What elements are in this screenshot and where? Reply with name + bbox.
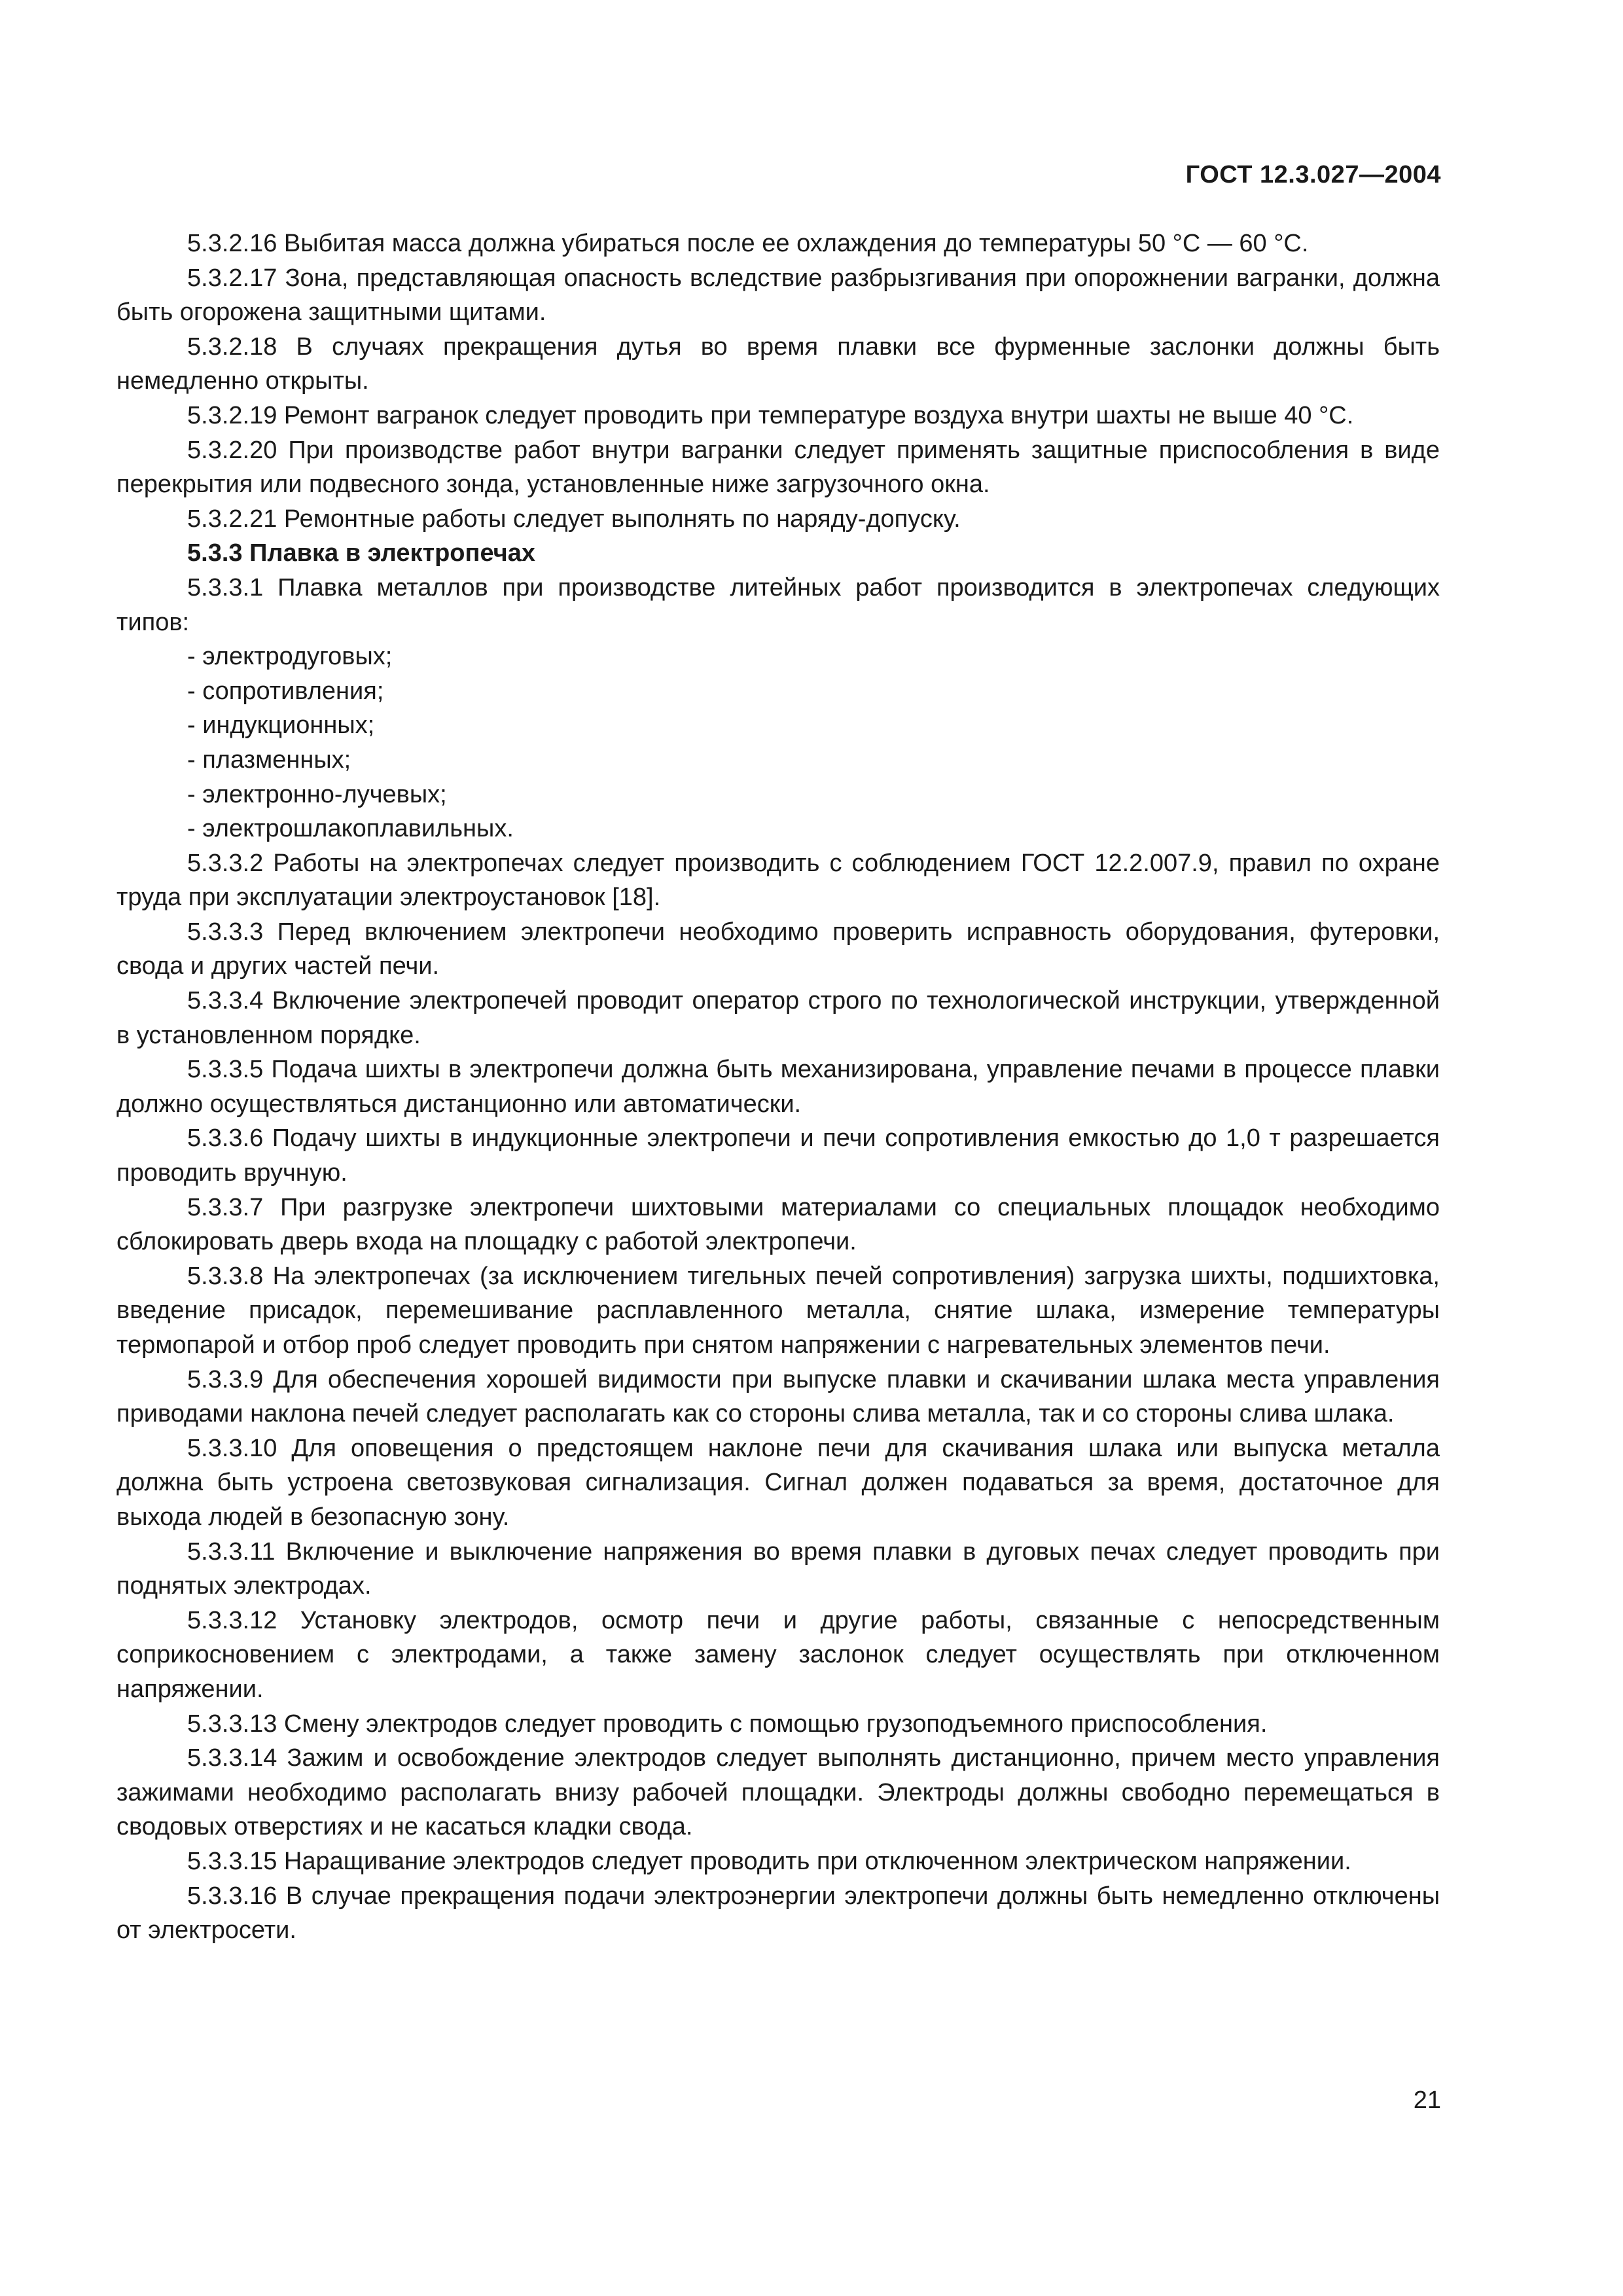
paragraph-5-3-3-16: 5.3.3.16 В случае прекращения подачи электроэнергии электропечи должны быть немедленно отключены от электросети. [116,1882,1440,1945]
paragraph-5-3-3-2: 5.3.3.2 Работы на электропечах следует производить с соблюдением ГОСТ 12.2.007.9, правил по охране труда при эксплуатации электроустановок [18]. [116,849,1440,912]
paragraph-5-3-2-16: 5.3.2.16 Выбитая масса должна убираться после ее охлаждения до температуры 50 °С — 60 °С. [187,230,1309,257]
list-item: - электрошлакоплавильных. [187,815,514,843]
paragraph-5-3-3-1: 5.3.3.1 Плавка металлов при производстве литейных работ производится в электропечах следующих типов: [116,573,1440,636]
list-item: - плазменных; [187,745,351,774]
paragraph-5-3-2-18: 5.3.2.18 В случаях прекращения дутья во время плавки все фурменные заслонки должны быть немедленно открыты. [116,332,1440,395]
list-item: - индукционных; [187,711,375,740]
paragraph-5-3-3-9: 5.3.3.9 Для обеспечения хорошей видимости при выпуске плавки и скачивании шлака места управления приводами наклона печей следует располагать как со стороны слива металла, так и со стороны слива шлака. [116,1365,1440,1428]
paragraph-5-3-2-20: 5.3.2.20 При производстве работ внутри вагранки следует применять защитные приспособления в виде перекрытия или подвесного зонда, установленные ниже загрузочного окна. [116,436,1440,499]
document-body [116,226,1440,1948]
paragraph-5-3-2-17: 5.3.2.17 Зона, представляющая опасность вследствие разбрызгивания при опорожнении вагранки, должна быть огорожена защитными щитами. [116,264,1440,327]
paragraph-5-3-3-15: 5.3.3.15 Наращивание электродов следует проводить при отключенном электрическом напряжении. [187,1847,1351,1875]
paragraph-5-3-3-6: 5.3.3.6 Подачу шихты в индукционные электропечи и печи сопротивления емкостью до 1,0 т разрешается проводить вручную. [116,1124,1440,1187]
paragraph-5-3-3-7: 5.3.3.7 При разгрузке электропечи шихтовыми материалами со специальных площадок необходимо сблокировать дверь входа на площадку с работой электропечи. [116,1193,1440,1256]
paragraph-5-3-3-13: 5.3.3.13 Смену электродов следует проводить с помощью грузоподъемного приспособления. [187,1710,1268,1738]
paragraph-5-3-3-14: 5.3.3.14 Зажим и освобождение электродов следует выполнять дистанционно, причем место управления зажимами необходимо располагать внизу рабочей площадки. Электроды должны свободно перемещаться в сводовых отверстиях и не касаться кладки свода. [116,1744,1440,1841]
paragraph-5-3-2-19: 5.3.2.19 Ремонт вагранок следует проводить при температуре воздуха внутри шахты не выше 40 °С. [187,401,1354,429]
list-item: - электродуговых; [187,643,393,671]
standard-header: ГОСТ 12.3.027—2004 [1185,161,1441,188]
paragraph-5-3-3-12: 5.3.3.12 Установку электродов, осмотр печи и другие работы, связанные с непосредственным соприкосновением с электродами, а также замену заслонок следует осуществлять при отключенном напряжении. [116,1606,1440,1703]
paragraph-5-3-3-3: 5.3.3.3 Перед включением электропечи необходимо проверить исправность оборудования, футеровки, свода и других частей печи. [116,918,1440,980]
list-item: - сопротивления; [187,677,384,705]
section-heading-5-3-3: 5.3.3 Плавка в электропечах [187,539,535,567]
list-item: - электронно-лучевых; [187,780,447,808]
page-number: 21 [1413,2087,1441,2114]
paragraph-5-3-3-11: 5.3.3.11 Включение и выключение напряжения во время плавки в дуговых печах следует проводить при поднятых электродах. [116,1537,1440,1600]
paragraph-5-3-3-4: 5.3.3.4 Включение электропечей проводит оператор строго по технологической инструкции, утвержденной в установленном порядке. [116,987,1440,1049]
paragraph-5-3-3-10: 5.3.3.10 Для оповещения о предстоящем наклоне печи для скачивания шлака или выпуска металла должна быть устроена светозвуковая сигнализация. Сигнал должен подаваться за время, достаточное для выхода людей в безопасную зону. [116,1434,1440,1531]
furnace-types-list [116,639,1440,846]
paragraph-5-3-2-21: 5.3.2.21 Ремонтные работы следует выполнять по наряду-допуску. [187,505,961,533]
paragraph-5-3-3-8: 5.3.3.8 На электропечах (за исключением тигельных печей сопротивления) загрузка шихты, подшихтовка, введение присадок, перемешивание расплавленного металла, снятие шлака, измерение температуры термопарой и отбор проб следует проводить при снятом напряжении с нагревательных элементов печи. [116,1262,1440,1359]
paragraph-5-3-3-5: 5.3.3.5 Подача шихты в электропечи должна быть механизирована, управление печами в процессе плавки должно осуществляться дистанционно или автоматически. [116,1056,1440,1118]
